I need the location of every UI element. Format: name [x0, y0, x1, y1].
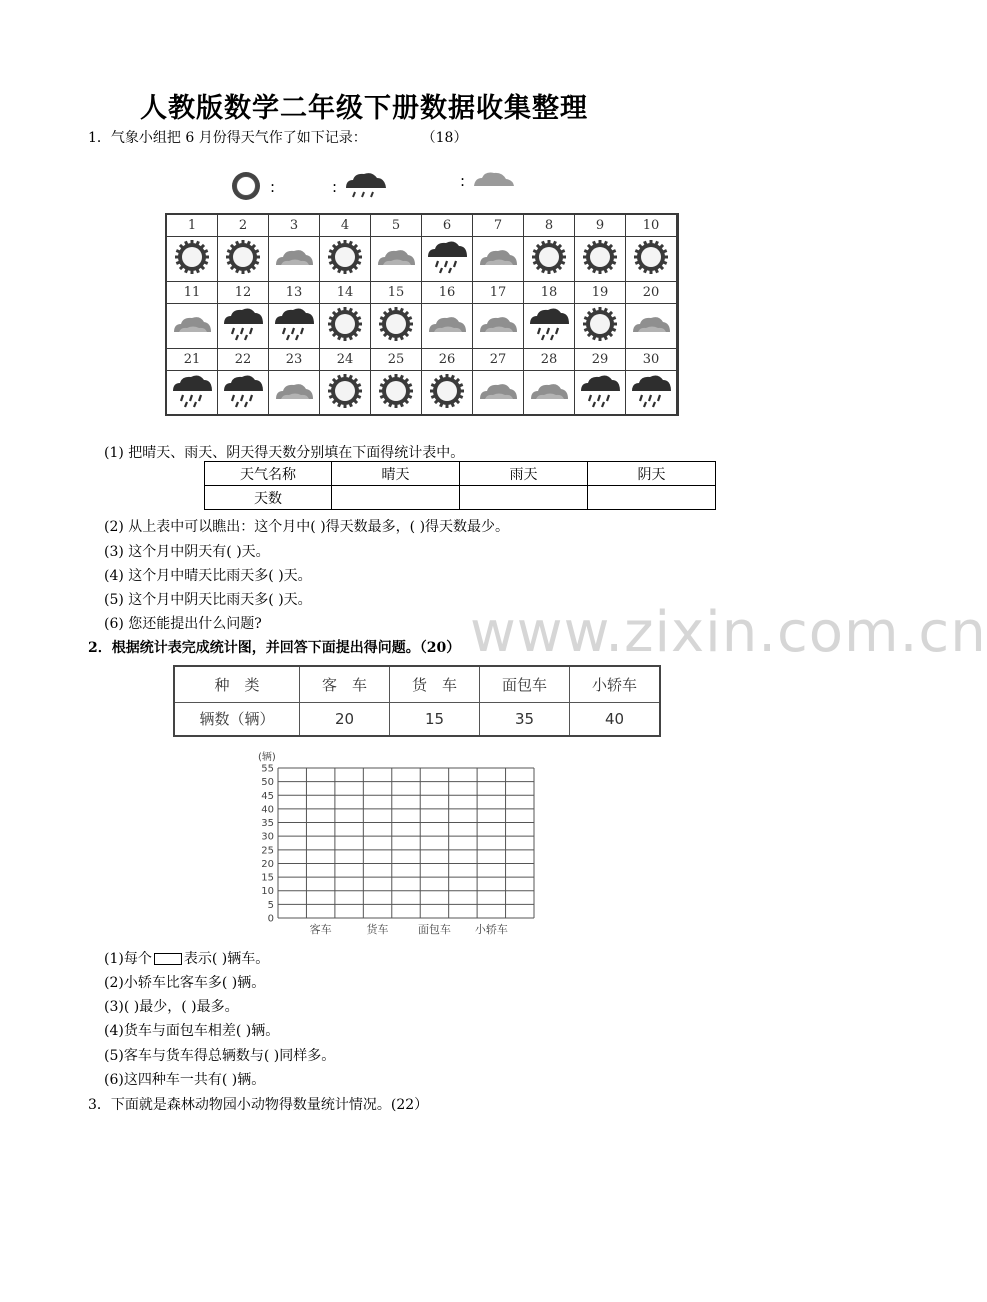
q2-heading: 2．根据统计表完成统计图，并回答下面提出得问题。（20）	[88, 640, 461, 656]
day-number: 21	[183, 352, 201, 367]
q1-sub6: (6) 您还能提出什么问题?	[104, 616, 262, 632]
table-row-label: 天数	[205, 486, 332, 510]
table-cell: 40	[570, 702, 661, 736]
day-number: 16	[438, 285, 456, 300]
chart-ylabel: (辆)	[258, 752, 276, 763]
day-weather-cell	[422, 304, 473, 349]
weather-icon-holder	[171, 306, 213, 346]
watermark: www.zixin.com.cn	[470, 600, 987, 665]
sun-icon	[579, 239, 621, 275]
chart-x-tick-label: 客车	[309, 923, 332, 936]
q1-sub1: (1) 把晴天、雨天、阴天得天数分别填在下面得统计表中。	[104, 445, 465, 461]
q2-sub1-post: 表示( )辆车。	[183, 951, 270, 967]
day-number: 13	[285, 285, 303, 300]
weather-icon-holder	[222, 239, 264, 279]
day-number: 27	[489, 352, 507, 367]
chart-grid	[278, 768, 534, 918]
rain-icon	[528, 306, 570, 342]
day-number-cell	[269, 349, 320, 371]
rain-icon	[426, 239, 468, 275]
day-number-cell	[218, 282, 269, 304]
weather-icon-holder	[426, 306, 468, 346]
chart-x-tick-label: 货车	[366, 923, 389, 936]
weather-icon-holder	[273, 239, 315, 279]
day-weather-cell	[575, 304, 626, 349]
day-number: 28	[540, 352, 558, 367]
day-weather-cell	[575, 371, 626, 416]
weather-calendar-grid	[165, 213, 679, 416]
day-number-cell	[575, 282, 626, 304]
q1-sub2: (2) 从上表中可以瞧出：这个月中( )得天数最多，( )得天数最少。	[104, 519, 510, 535]
day-number-cell	[422, 215, 473, 237]
day-number: 12	[234, 285, 252, 300]
chart-x-tick-label: 小轿车	[474, 923, 508, 936]
day-weather-cell	[269, 237, 320, 282]
q2-sub1-pre: (1)每个	[104, 951, 152, 967]
sun-icon	[324, 306, 366, 342]
q3-heading: 3．下面就是森林动物园小动物得数量统计情况。(22）	[88, 1097, 429, 1113]
day-number-cell	[524, 215, 575, 237]
weather-icon-holder	[171, 239, 213, 279]
day-number: 10	[642, 218, 660, 233]
weather-icon-holder	[324, 373, 366, 413]
cloud-icon	[273, 373, 315, 409]
chart-y-tick-label: 25	[261, 845, 274, 857]
table-header-cell: 种 类	[174, 666, 300, 702]
weather-icon-holder	[375, 373, 417, 413]
day-number: 22	[234, 352, 252, 367]
rainy-days-cell[interactable]	[460, 486, 588, 510]
weather-icon-holder	[375, 239, 417, 279]
day-weather-cell	[167, 304, 218, 349]
sun-icon	[579, 306, 621, 342]
day-number-cell	[167, 349, 218, 371]
table-header-cell: 面包车	[480, 666, 570, 702]
weather-icon-holder	[630, 239, 672, 279]
day-number-cell	[524, 282, 575, 304]
day-weather-cell	[524, 237, 575, 282]
vehicle-grid-chart[interactable]	[250, 748, 550, 948]
day-number-cell	[371, 282, 422, 304]
chart-y-tick-label: 15	[261, 872, 274, 884]
day-number: 18	[540, 285, 558, 300]
legend-colon-3: :	[460, 172, 466, 190]
q1-score: （18）	[421, 130, 468, 146]
q1-heading-text: 1．气象小组把 6 月份得天气作了如下记录：	[88, 130, 367, 146]
day-number: 5	[391, 218, 401, 233]
cloud-icon	[171, 306, 213, 342]
day-number: 15	[387, 285, 405, 300]
q1-sub4: (4) 这个月中晴天比雨天多( )天。	[104, 568, 312, 584]
day-number-cell	[473, 215, 524, 237]
q2-sub3: (3)( )最少，( )最多。	[104, 999, 239, 1015]
rain-icon	[273, 306, 315, 342]
day-number-cell	[473, 349, 524, 371]
day-number: 20	[642, 285, 660, 300]
q2-sub2: (2)小轿车比客车多( )辆。	[104, 975, 266, 991]
chart-y-tick-label: 35	[261, 818, 274, 830]
weather-icon-holder	[222, 306, 264, 346]
day-number-cell	[371, 215, 422, 237]
weather-icon-holder	[630, 373, 672, 413]
day-number-cell	[626, 349, 677, 371]
day-weather-cell	[524, 371, 575, 416]
cloud-icon	[426, 306, 468, 342]
weather-icon-holder	[324, 239, 366, 279]
day-number-cell	[269, 215, 320, 237]
day-number-cell	[575, 215, 626, 237]
chart-x-ticks	[310, 922, 508, 936]
day-number-cell	[218, 349, 269, 371]
weather-icon-holder	[324, 306, 366, 346]
weather-icon-holder	[630, 306, 672, 346]
weather-icon-holder	[528, 306, 570, 346]
chart-y-tick-label: 40	[261, 804, 274, 816]
chart-y-tick-label: 55	[261, 763, 274, 775]
day-weather-cell	[422, 371, 473, 416]
cloud-icon	[477, 373, 519, 409]
table-header-cell: 天气名称	[205, 462, 332, 486]
day-number: 30	[642, 352, 660, 367]
chart-y-tick-label: 5	[267, 899, 274, 911]
rain-icon	[579, 373, 621, 409]
vehicle-count-table	[173, 665, 661, 737]
day-number: 7	[493, 218, 503, 233]
weather-icon-holder	[579, 373, 621, 413]
weather-table-header-row	[205, 462, 716, 486]
day-number-cell	[167, 215, 218, 237]
day-number: 19	[591, 285, 609, 300]
weather-icon-holder	[579, 239, 621, 279]
grid-square-icon	[154, 953, 182, 965]
chart-y-tick-label: 50	[261, 777, 274, 789]
table-row-label: 辆数（辆）	[174, 702, 300, 736]
q1-heading	[88, 127, 467, 147]
day-weather-cell	[371, 304, 422, 349]
day-weather-cell	[626, 304, 677, 349]
q2-sub4: (4)货车与面包车相差( )辆。	[104, 1023, 280, 1039]
weather-icon-holder	[477, 306, 519, 346]
day-number-cell	[269, 282, 320, 304]
day-number-cell	[218, 215, 269, 237]
cloud-icon	[477, 239, 519, 275]
day-number: 9	[595, 218, 605, 233]
weather-icon-holder	[375, 306, 417, 346]
day-number-cell	[422, 349, 473, 371]
legend-colon-1: :	[270, 178, 276, 196]
table-header-cell: 客 车	[300, 666, 390, 702]
weather-table-count-row	[205, 486, 716, 510]
day-weather-cell	[626, 237, 677, 282]
day-weather-cell	[371, 371, 422, 416]
cloudy-days-cell[interactable]	[588, 486, 716, 510]
day-weather-cell	[575, 237, 626, 282]
table-header-cell: 阴天	[588, 462, 716, 486]
table-cell: 35	[480, 702, 570, 736]
day-number: 2	[238, 218, 248, 233]
sunny-days-cell[interactable]	[332, 486, 460, 510]
table-header-cell: 雨天	[460, 462, 588, 486]
day-number: 1	[187, 218, 197, 233]
day-number: 14	[336, 285, 354, 300]
day-weather-cell	[524, 304, 575, 349]
day-weather-cell	[473, 237, 524, 282]
chart-y-tick-label: 0	[267, 913, 274, 925]
day-number: 23	[285, 352, 303, 367]
chart-y-tick-label: 45	[261, 790, 274, 802]
day-number: 25	[387, 352, 405, 367]
day-number-cell	[626, 215, 677, 237]
weather-icon-holder	[579, 306, 621, 346]
table-cell: 15	[390, 702, 480, 736]
day-weather-cell	[218, 237, 269, 282]
legend-rain-icon	[346, 173, 386, 197]
day-number: 6	[442, 218, 452, 233]
day-weather-cell	[320, 304, 371, 349]
day-weather-cell	[371, 237, 422, 282]
cloud-icon	[375, 239, 417, 275]
day-number: 17	[489, 285, 507, 300]
weather-icon-holder	[528, 239, 570, 279]
day-weather-cell	[269, 371, 320, 416]
day-number: 3	[289, 218, 299, 233]
rain-icon	[171, 373, 213, 409]
rain-icon	[222, 306, 264, 342]
chart-y-tick-label: 20	[261, 858, 274, 870]
day-weather-cell	[167, 371, 218, 416]
chart-x-tick-label: 面包车	[417, 923, 451, 936]
weather-icon-holder	[477, 239, 519, 279]
day-weather-cell	[218, 371, 269, 416]
cloud-icon	[528, 373, 570, 409]
day-number-cell	[167, 282, 218, 304]
day-weather-cell	[320, 237, 371, 282]
chart-y-ticks	[261, 764, 274, 925]
day-number-cell	[575, 349, 626, 371]
day-weather-cell	[473, 304, 524, 349]
cloud-icon	[477, 306, 519, 342]
rain-icon	[222, 373, 264, 409]
sun-icon	[426, 373, 468, 409]
sun-icon	[630, 239, 672, 275]
sun-icon	[171, 239, 213, 275]
day-number-cell	[473, 282, 524, 304]
q2-sub6: (6)这四种车一共有( )辆。	[104, 1072, 266, 1088]
weather-count-table	[204, 461, 716, 510]
q2-sub5: (5)客车与货车得总辆数与( )同样多。	[104, 1048, 336, 1064]
rain-icon	[630, 373, 672, 409]
day-number-cell	[626, 282, 677, 304]
day-weather-cell	[167, 237, 218, 282]
vehicle-table-count-row	[174, 702, 660, 736]
weather-icon-holder	[171, 373, 213, 413]
day-number-cell	[371, 349, 422, 371]
day-number: 8	[544, 218, 554, 233]
sun-icon	[222, 239, 264, 275]
table-header-cell: 货 车	[390, 666, 480, 702]
weather-icon-holder	[477, 373, 519, 413]
legend-colon-2: :	[332, 178, 338, 196]
day-number-cell	[524, 349, 575, 371]
day-weather-cell	[473, 371, 524, 416]
day-number-cell	[320, 282, 371, 304]
day-weather-cell	[626, 371, 677, 416]
table-header-cell: 晴天	[332, 462, 460, 486]
day-number: 29	[591, 352, 609, 367]
day-number-cell	[320, 349, 371, 371]
day-number: 26	[438, 352, 456, 367]
weather-icon-holder	[273, 306, 315, 346]
weather-icon-holder	[426, 373, 468, 413]
chart-y-tick-label: 30	[261, 831, 274, 843]
weather-icon-holder	[426, 239, 468, 279]
weather-legend	[222, 170, 552, 204]
q1-sub3: (3) 这个月中阴天有( )天。	[104, 544, 270, 560]
vehicle-table-header-row	[174, 666, 660, 702]
q1-sub5: (5) 这个月中阴天比雨天多( )天。	[104, 592, 312, 608]
day-weather-cell	[269, 304, 320, 349]
day-number: 11	[183, 285, 201, 300]
cloud-icon	[630, 306, 672, 342]
legend-cloud-icon	[474, 173, 514, 186]
chart-y-tick-label: 10	[261, 886, 274, 898]
sun-icon	[375, 373, 417, 409]
weather-icon-holder	[528, 373, 570, 413]
day-number-cell	[320, 215, 371, 237]
day-number: 24	[336, 352, 354, 367]
day-weather-cell	[320, 371, 371, 416]
table-header-cell: 小轿车	[570, 666, 661, 702]
q2-sub1	[104, 948, 269, 968]
sun-icon	[528, 239, 570, 275]
day-number-cell	[422, 282, 473, 304]
cloud-icon	[273, 239, 315, 275]
table-cell: 20	[300, 702, 390, 736]
weather-icon-holder	[222, 373, 264, 413]
sun-icon	[324, 373, 366, 409]
legend-sun-icon	[232, 172, 260, 200]
day-number: 4	[340, 218, 350, 233]
sun-icon	[324, 239, 366, 275]
day-weather-cell	[218, 304, 269, 349]
weather-icon-holder	[273, 373, 315, 413]
day-weather-cell	[422, 237, 473, 282]
sun-icon	[375, 306, 417, 342]
page-title: 人教版数学二年级下册数据收集整理	[140, 93, 588, 124]
